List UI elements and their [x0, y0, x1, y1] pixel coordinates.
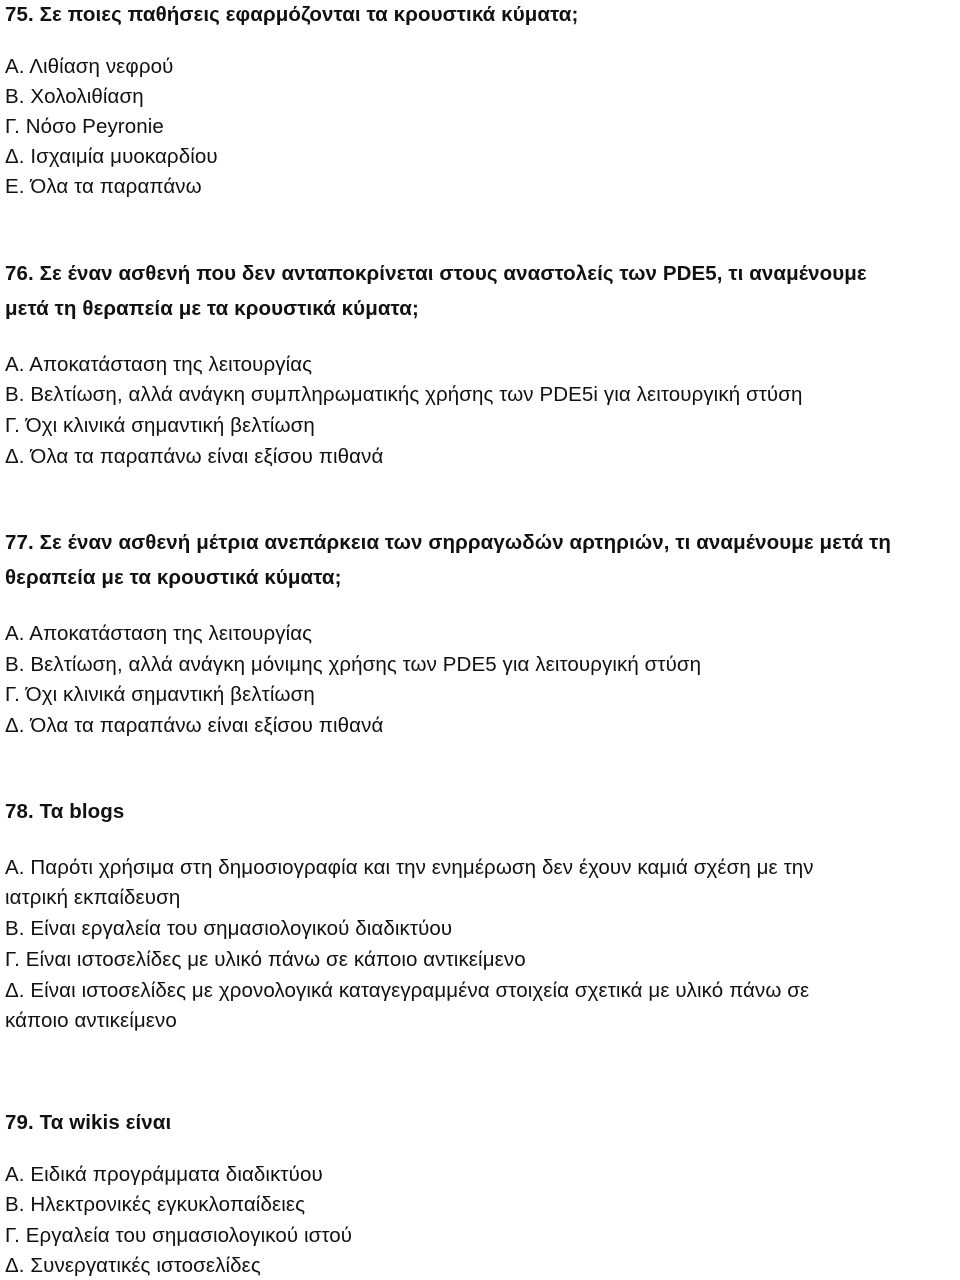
question-79-option-c: Γ. Εργαλεία του σημασιολογικού ιστού [5, 1224, 353, 1247]
question-76-title-line-1: 76. Σε έναν ασθενή που δεν ανταποκρίνεται στους αναστολείς των PDE5, τι αναμένουμε [5, 262, 867, 285]
question-75-option-d: Δ. Ισχαιμία μυοκαρδίου [5, 145, 218, 168]
question-78-option-c: Γ. Είναι ιστοσελίδες με υλικό πάνω σε κάποιο αντικείμενο [5, 948, 526, 971]
question-76-option-b: Β. Βελτίωση, αλλά ανάγκη συμπληρωματικής χρήσης των PDE5i για λειτουργική στύση [5, 383, 803, 406]
question-79-option-a: Α. Ειδικά προγράμματα διαδικτύου [5, 1163, 323, 1186]
question-77-option-d: Δ. Όλα τα παραπάνω είναι εξίσου πιθανά [5, 714, 384, 737]
question-76-option-c: Γ. Όχι κλινικά σημαντική βελτίωση [5, 414, 315, 437]
question-76-option-a: Α. Αποκατάσταση της λειτουργίας [5, 353, 313, 376]
question-79-option-b: Β. Ηλεκτρονικές εγκυκλοπαίδειες [5, 1193, 306, 1216]
question-79-title: 79. Τα wikis είναι [5, 1111, 172, 1134]
question-78-option-d-line-2: κάποιο αντικείμενο [5, 1009, 177, 1032]
question-75-option-e: Ε. Όλα τα παραπάνω [5, 175, 202, 198]
question-75-title: 75. Σε ποιες παθήσεις εφαρμόζονται τα κρουστικά κύματα; [5, 3, 579, 26]
question-78-option-a-line-1: Α. Παρότι χρήσιμα στη δημοσιογραφία και την ενημέρωση δεν έχουν καμιά σχέση με την [5, 856, 814, 879]
question-78-option-a-line-2: ιατρική εκπαίδευση [5, 886, 181, 909]
question-77-option-b: Β. Βελτίωση, αλλά ανάγκη μόνιμης χρήσης των PDE5 για λειτουργική στύση [5, 653, 702, 676]
question-75-option-b: Β. Χολολιθίαση [5, 85, 144, 108]
question-77-title-line-2: θεραπεία με τα κρουστικά κύματα; [5, 566, 342, 589]
question-75-option-a: Α. Λιθίαση νεφρού [5, 55, 174, 78]
question-78-option-d-line-1: Δ. Είναι ιστοσελίδες με χρονολογικά καταγεγραμμένα στοιχεία σχετικά με υλικό πάνω σε [5, 979, 810, 1002]
question-78-title: 78. Τα blogs [5, 800, 125, 823]
question-78-option-b: Β. Είναι εργαλεία του σημασιολογικού διαδικτύου [5, 917, 453, 940]
question-77-title-line-1: 77. Σε έναν ασθενή μέτρια ανεπάρκεια των σηρραγωδών αρτηριών, τι αναμένουμε μετά τη [5, 531, 892, 554]
question-75-option-c: Γ. Νόσο Peyronie [5, 115, 164, 138]
question-76-title-line-2: μετά τη θεραπεία με τα κρουστικά κύματα; [5, 297, 419, 320]
question-77-option-c: Γ. Όχι κλινικά σημαντική βελτίωση [5, 683, 315, 706]
question-79-option-d: Δ. Συνεργατικές ιστοσελίδες [5, 1254, 261, 1277]
question-77-option-a: Α. Αποκατάσταση της λειτουργίας [5, 622, 313, 645]
question-76-option-d: Δ. Όλα τα παραπάνω είναι εξίσου πιθανά [5, 445, 384, 468]
